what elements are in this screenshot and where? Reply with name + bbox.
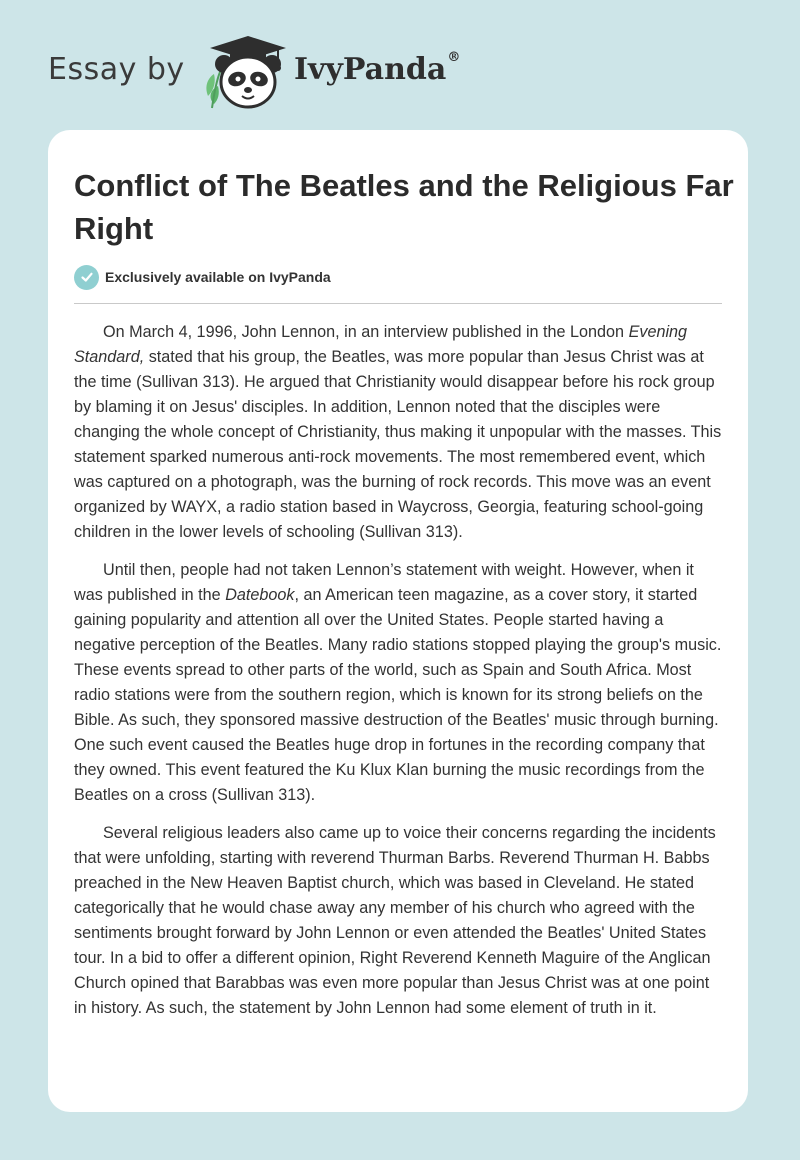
essay-body xyxy=(74,320,726,1034)
site-header xyxy=(0,0,800,130)
essay-by-label: Essay by xyxy=(48,52,185,87)
check-circle-icon xyxy=(74,265,99,290)
exclusive-badge-text: Exclusively available on IvyPanda xyxy=(105,269,331,285)
paragraph-2-rest: , an American teen magazine, as a cover story, it started gaining popularity and attention all over the United States. People started having a negative perception of the Beatles. Many radio stations stopped playing the group's music. These events spread to other parts of the world, such as Spain and South Africa. Most radio stations were from the southern region, which is known for its strong beliefs on the Bible. As such, they sponsored massive destruction of the Beatles' music through burning. One such event caused the Beatles huge drop in fortunes in the recording company that they owned. This event featured the Ku Klux Klan burning the music recordings from the Beatles on a cross (Sullivan 313). xyxy=(74,586,722,804)
paragraph-1 xyxy=(74,320,726,545)
title-divider xyxy=(74,303,722,304)
essay-card xyxy=(48,130,748,1112)
publication-evening-standard: Evening Standard, xyxy=(74,323,688,366)
paragraph-1-lead: On March 4, 1996, John Lennon, in an interview published in the London xyxy=(103,323,629,341)
paragraph-1-rest: stated that his group, the Beatles, was more popular than Jesus Christ was at the time (Sullivan 313). He argued that Christianity would disappear before his rock group by blaming it on Jesus' disciples. In addition, Lennon noted that the disciples were changing the whole concept of Christianity, thus making it unpopular with the masses. This statement sparked numerous anti-rock movements. The most remembered event, which was captured on a photograph, was the burning of rock records. This move was an event organized by WAYX, a radio station based in Waycross, Georgia, featuring school-going children in the lower levels of schooling (Sullivan 313). xyxy=(74,348,722,541)
paragraph-2 xyxy=(74,558,726,808)
panda-graduate-icon[interactable] xyxy=(200,34,288,110)
paragraph-3: Several religious leaders also came up to voice their concerns regarding the incidents that were unfolding, starting with reverend Thurman Barbs. Reverend Thurman H. Babbs preached in the New Heaven Baptist church, which was based in Cleveland. He stated categorically that he would chase away any member of his church who agreed with the sentiments brought forward by John Lennon or even attended the Beatles' United States tour. In a bid to offer a different opinion, Right Reverend Kenneth Maguire of the Anglican Church opined that Barabbas was even more popular than Jesus Christ was at one point in history. As such, the statement by John Lennon had some element of truth in it. xyxy=(74,824,716,1017)
registered-mark: ® xyxy=(447,50,461,65)
exclusive-badge xyxy=(74,263,331,291)
paragraph-2-lead: Until then, people had not taken Lennon’s statement with weight. However, when it was published in the xyxy=(74,561,694,604)
essay-title: Conflict of The Beatles and the Religious Far Right xyxy=(74,168,734,246)
brand-name-text: IvyPanda xyxy=(294,52,447,87)
brand-name[interactable] xyxy=(294,52,460,87)
publication-datebook: Datebook xyxy=(225,586,295,604)
